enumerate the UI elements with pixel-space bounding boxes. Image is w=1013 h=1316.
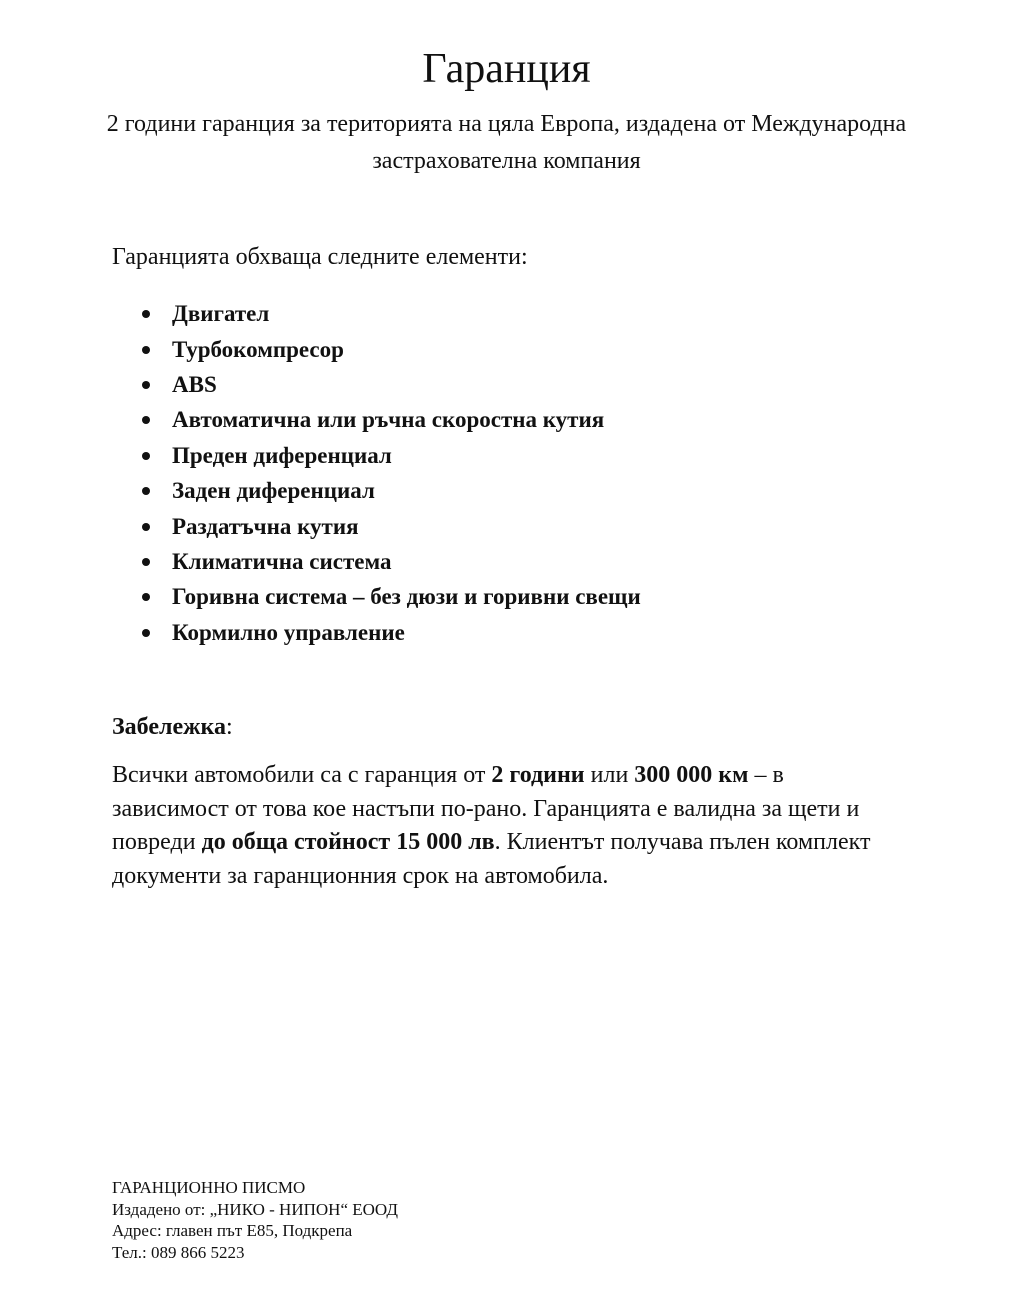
note-text-bold: 300 000 км <box>634 762 749 789</box>
list-item-label: Преден диференциал <box>172 442 392 468</box>
list-item <box>142 544 901 579</box>
note-paragraph <box>112 759 901 893</box>
note-text: Всички автомобили са с гаранция от <box>112 762 492 789</box>
note-text: – в зависимост от това кое настъпи по-рано. Гаранцията е валидна за щети и повреди <box>112 762 860 856</box>
bullet-icon <box>142 381 150 389</box>
list-item-label: Раздатъчна кутия <box>172 513 359 539</box>
note-heading-colon: : <box>226 714 233 741</box>
document-subtitle: 2 години гаранция за територията на цяла Европа, издадена от Международна застрахователна компания <box>106 111 907 175</box>
footer <box>112 1177 398 1264</box>
list-item-label: Заден диференциал <box>172 478 375 504</box>
coverage-intro: Гаранцията обхваща следните елементи: <box>112 244 528 271</box>
bullet-icon <box>142 452 150 460</box>
note-text-bold: до обща стойност 15 000 лв <box>201 829 495 856</box>
bullet-icon <box>142 416 150 424</box>
list-item <box>142 615 901 650</box>
bullet-icon <box>142 310 150 318</box>
list-item-label: Кормилно управление <box>172 619 405 645</box>
footer-line-address: Адрес: главен път Е85, Подкрепа <box>112 1221 353 1241</box>
footer-line-phone: Тел.: 089 866 5223 <box>112 1243 245 1263</box>
bullet-icon <box>142 346 150 354</box>
note-heading-label: Забележка <box>112 714 226 741</box>
bullet-icon <box>142 629 150 637</box>
list-item <box>142 402 901 437</box>
note-text: или <box>584 762 635 789</box>
note-text: . Клиентът получава пълен комплект документи за гаранционния срок на автомобила. <box>112 829 871 889</box>
list-item-label: Двигател <box>172 301 270 327</box>
list-item <box>142 438 901 473</box>
list-item-label: Турбокомпресор <box>172 336 344 362</box>
footer-line-letter-title: ГАРАНЦИОННО ПИСМО <box>112 1177 306 1197</box>
list-item <box>142 367 901 402</box>
list-item-label: Автоматична или ръчна скоростна кутия <box>172 407 605 433</box>
bullet-icon <box>142 487 150 495</box>
list-item <box>142 579 901 614</box>
document-title: Гаранция <box>422 46 591 92</box>
list-item <box>142 473 901 508</box>
bullet-icon <box>142 593 150 601</box>
list-item <box>142 296 901 331</box>
bullet-icon <box>142 523 150 531</box>
coverage-list <box>112 296 901 650</box>
footer-line-issuer: Издадено от: „НИКО - НИПОН“ ЕООД <box>112 1199 398 1219</box>
list-item <box>142 509 901 544</box>
list-item-label: Климатична система <box>172 549 392 575</box>
document-body <box>0 242 1013 893</box>
note-text-bold: 2 години <box>491 762 585 789</box>
bullet-icon <box>142 558 150 566</box>
list-item-label: Горивна система – без дюзи и горивни свещи <box>172 584 641 610</box>
list-item-label: ABS <box>172 372 217 397</box>
list-item <box>142 332 901 367</box>
note-heading <box>112 712 901 742</box>
